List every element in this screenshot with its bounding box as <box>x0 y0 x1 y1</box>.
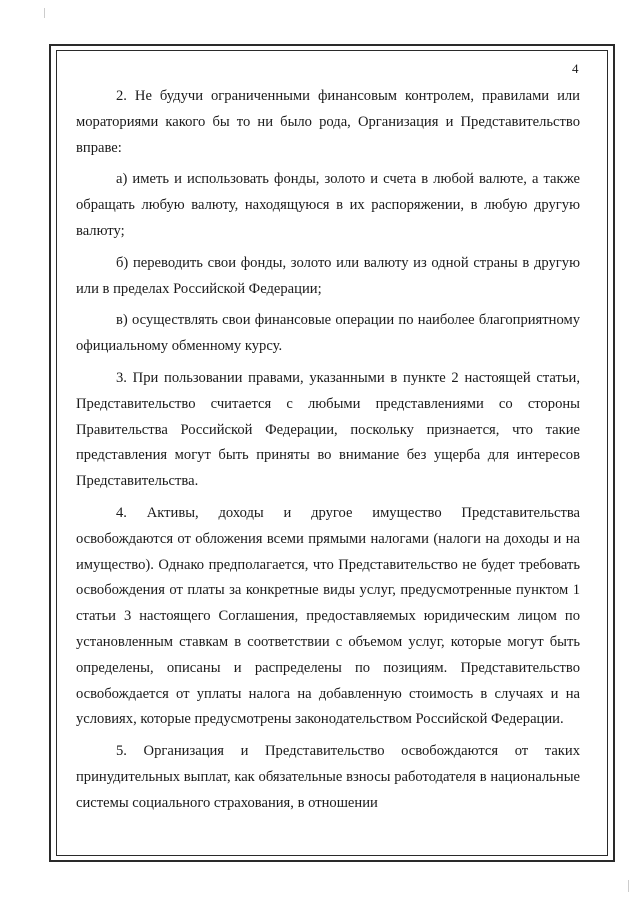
paragraph-2c: в) осуществлять свои финансовые операции по наиболее благоприятному официальному обменному курсу. <box>76 312 580 355</box>
scan-speck <box>628 880 629 892</box>
paragraph-5: 5. Организация и Представительство освобождаются от таких принудительных выплат, как обязательные взносы работодателя в национальные системы социального страхования, в отношении <box>76 743 580 811</box>
page-number: 4 <box>572 61 579 76</box>
paragraph-2b: б) переводить свои фонды, золото или валюту из одной страны в другую или в пределах Российской Федерации; <box>76 254 580 297</box>
paragraph-2a: а) иметь и использовать фонды, золото и счета в любой валюте, а также обращать любую валюту, находящуюся в их распоряжении, в любую другую валюту; <box>76 171 580 239</box>
paragraph-2: 2. Не будучи ограниченными финансовым контролем, правилами или мораториями какого бы то ни было рода, Организация и Представительство вправе: <box>76 88 580 156</box>
document-body <box>76 84 580 823</box>
paragraph-3: 3. При пользовании правами, указанными в пункте 2 настоящей статьи, Представительство считается с любыми представлениями со стороны Правительства Российской Федерации, поскольку признается, что такие представления могут быть приняты во внимание без ущерба для интересов Представительства. <box>76 369 580 490</box>
scan-speck <box>44 8 45 18</box>
paragraph-4: 4. Активы, доходы и другое имущество Представительства освобождаются от обложения всеми прямыми налогами (налоги на доходы и на имущество). Однако предполагается, что Представительство не будет требовать освобождения от платы за конкретные виды услуг, предусмотренные пунктом 1 статьи 3 настоящего Соглашения, предоставляемых юридическим лицом по установленным ставкам в соответствии с объемом услуг, которые могут быть определены, описаны и распределены по позициям. Представительство освобождается от уплаты налога на добавленную стоимость в случаях и на условиях, которые предусмотрены законодательством Российской Федерации. <box>76 504 580 728</box>
